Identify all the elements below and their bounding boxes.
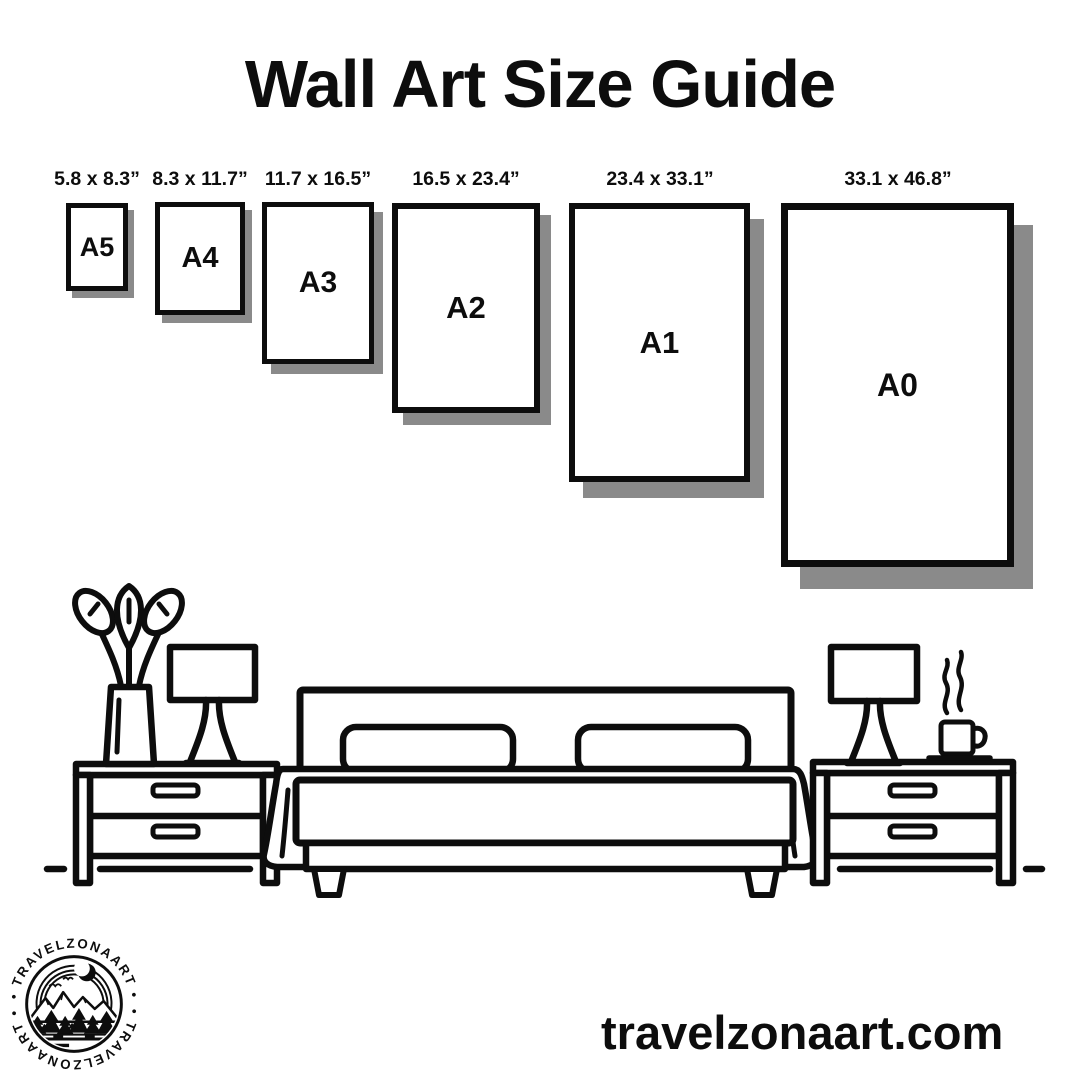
size-label-a2: 16.5 x 23.4”: [412, 168, 520, 190]
svg-text:• TRAVELZONAART •: [6, 936, 142, 1000]
frame-code-a5: A5: [79, 231, 115, 262]
frame-code-a2: A2: [446, 290, 486, 325]
logo-badge-icon: [2, 930, 148, 1078]
size-label-a1: 23.4 x 33.1”: [606, 168, 714, 190]
logo-arc-text-top: • TRAVELZONAART •: [5, 935, 143, 1001]
table-lamp-icon: [831, 647, 917, 763]
frame-code-a4: A4: [181, 242, 219, 274]
page-title: Wall Art Size Guide: [244, 47, 836, 122]
frame-code-a1: A1: [639, 324, 680, 360]
size-label-a3: 11.7 x 16.5”: [264, 168, 372, 190]
size-label-a0: 33.1 x 46.8”: [844, 168, 952, 190]
coffee-cup-icon: [929, 652, 990, 758]
bed-icon: [264, 690, 817, 895]
frame-code-a3: A3: [298, 266, 338, 299]
website-url: travelzonaart.com: [601, 1006, 1004, 1059]
nightstand-icon: [76, 764, 277, 883]
size-label-a5: 5.8 x 8.3”: [54, 168, 140, 190]
logo-scene: [24, 961, 125, 1058]
frame-code-a0: A0: [877, 366, 918, 403]
size-label-a4: 8.3 x 11.7”: [152, 168, 248, 190]
table-lamp-icon: [170, 647, 255, 763]
logo-arc-text-bottom: • TRAVELZONAART •: [5, 1007, 143, 1073]
nightstand-icon: [813, 762, 1013, 883]
